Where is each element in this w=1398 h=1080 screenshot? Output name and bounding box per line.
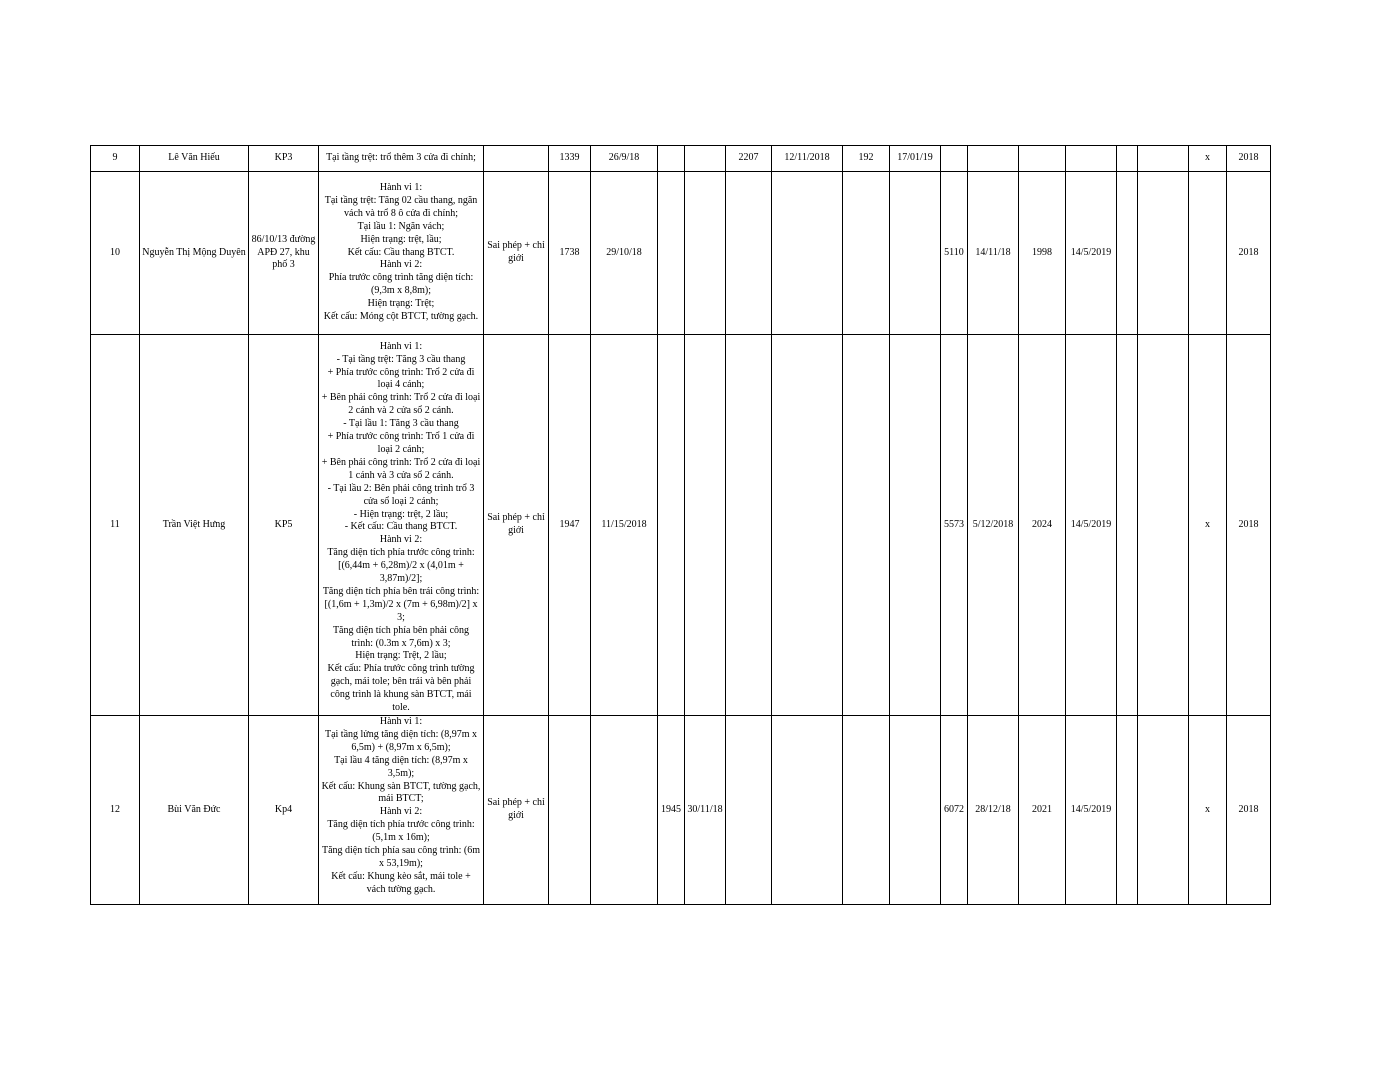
violation-type-cell (484, 146, 549, 172)
penalty-date-cell: 14/11/18 (968, 172, 1019, 335)
address-cell: KP3 (249, 146, 319, 172)
remedy-number-cell: 1998 (1019, 172, 1066, 335)
decision-date-cell (772, 172, 843, 335)
owner-name-cell: Nguyễn Thị Mộng Duyên (140, 172, 249, 335)
second-record-number-cell (658, 172, 685, 335)
penalty-date-cell: 5/12/2018 (968, 335, 1019, 716)
narrow-blank-cell (1117, 716, 1138, 905)
violation-type-cell: Sai phép + chỉ giới (484, 172, 549, 335)
decision-date-cell (772, 716, 843, 905)
year-cell: 2018 (1227, 716, 1271, 905)
record-number-cell: 1339 (549, 146, 591, 172)
penalty-date-cell (968, 146, 1019, 172)
decision-date-cell: 12/11/2018 (772, 146, 843, 172)
address-cell: Kp4 (249, 716, 319, 905)
row-number-cell: 12 (91, 716, 140, 905)
narrow-blank-cell (1117, 335, 1138, 716)
record-number-cell: 1738 (549, 172, 591, 335)
enforcement-date-cell (890, 716, 941, 905)
year-cell: 2018 (1227, 146, 1271, 172)
violation-type-cell: Sai phép + chỉ giới (484, 716, 549, 905)
enforcement-date-cell (890, 172, 941, 335)
enforcement-date-cell: 17/01/19 (890, 146, 941, 172)
narrow-blank-cell (1117, 172, 1138, 335)
remedy-number-cell: 2024 (1019, 335, 1066, 716)
owner-name-cell: Lê Văn Hiếu (140, 146, 249, 172)
violation-description-cell: Hành vi 1: Tại tầng lửng tăng diện tích: (8,97m x 6,5m) + (8,97m x 6,5m); Tại lầu 4 tăng diện tích: (8,97m x 3,5m); Kết cấu: Khung sàn BTCT, tường gạch, mái BTCT; Hành vi 2: Tăng diện tích phía trước công trình: (5,1m x 16m); Tăng diện tích phía sau công trình: (6m x 53,19m); Kết cấu: Khung kèo sắt, mái tole + vách tường gạch. (319, 716, 484, 905)
second-record-number-cell (658, 146, 685, 172)
table-row (91, 172, 1271, 335)
second-record-date-cell: 30/11/18 (685, 716, 726, 905)
enforcement-number-cell (843, 335, 890, 716)
penalty-number-cell: 6072 (941, 716, 968, 905)
remedy-number-cell: 2021 (1019, 716, 1066, 905)
remedy-date-cell: 14/5/2019 (1066, 172, 1117, 335)
row-number-cell: 9 (91, 146, 140, 172)
penalty-number-cell: 5573 (941, 335, 968, 716)
record-number-cell: 1947 (549, 335, 591, 716)
table-row (91, 335, 1271, 716)
table-row (91, 146, 1271, 172)
violation-type-cell: Sai phép + chỉ giới (484, 335, 549, 716)
blank-cell (1138, 146, 1189, 172)
penalty-date-cell: 28/12/18 (968, 716, 1019, 905)
owner-name-cell: Trần Việt Hưng (140, 335, 249, 716)
owner-name-cell: Bùi Văn Đức (140, 716, 249, 905)
second-record-date-cell (685, 172, 726, 335)
violation-description-cell: Tại tầng trệt: trổ thêm 3 cửa đi chính; (319, 146, 484, 172)
enforcement-number-cell (843, 716, 890, 905)
record-date-cell (591, 716, 658, 905)
blank-cell (1138, 716, 1189, 905)
remedy-number-cell (1019, 146, 1066, 172)
status-mark-cell: x (1189, 716, 1227, 905)
record-number-cell (549, 716, 591, 905)
address-cell: 86/10/13 đường APĐ 27, khu phố 3 (249, 172, 319, 335)
enforcement-number-cell: 192 (843, 146, 890, 172)
second-record-date-cell (685, 335, 726, 716)
narrow-blank-cell (1117, 146, 1138, 172)
year-cell: 2018 (1227, 335, 1271, 716)
second-record-number-cell: 1945 (658, 716, 685, 905)
decision-number-cell (726, 172, 772, 335)
year-cell: 2018 (1227, 172, 1271, 335)
status-mark-cell (1189, 172, 1227, 335)
violation-description-cell: Hành vi 1: - Tại tầng trệt: Tăng 3 cầu thang + Phía trước công trình: Trổ 2 cửa đi loại 4 cánh; + Bên phải công trình: Trổ 2 cửa đi loại 2 cánh và 2 cửa sổ 2 cánh. - Tại lầu 1: Tăng 3 cầu thang + Phía trước công trình: Trổ 1 cửa đi loại 2 cánh; + Bên phải công trình: Trổ 2 cửa đi loại 1 cánh và 3 cửa sổ 2 cánh. - Tại lầu 2: Bên phải công trình trổ 3 cửa sổ loại 2 cánh; - Hiện trạng: trệt, 2 lầu; - Kết cấu: Cầu thang BTCT. Hành vi 2: Tăng diện tích phía trước công trình: [(6,44m + 6,28m)/2 x (4,01m + 3,87m)/2]; Tăng diện tích phía bên trái công trình: [(1,6m + 1,3m)/2 x (7m + 6,98m)/2] x 3; Tăng diện tích phía bên phải công trình: (0.3m x 7,6m) x 3; Hiện trạng: Trệt, 2 lầu; Kết cấu: Phía trước công trình tường gạch, mái tole; bên trái và bên phải công trình là khung sàn BTCT, mái tole. (319, 335, 484, 716)
row-number-cell: 11 (91, 335, 140, 716)
decision-number-cell (726, 716, 772, 905)
remedy-date-cell (1066, 146, 1117, 172)
decision-number-cell: 2207 (726, 146, 772, 172)
record-date-cell: 29/10/18 (591, 172, 658, 335)
decision-number-cell (726, 335, 772, 716)
status-mark-cell: x (1189, 335, 1227, 716)
record-date-cell: 11/15/2018 (591, 335, 658, 716)
enforcement-number-cell (843, 172, 890, 335)
violation-description-cell: Hành vi 1: Tại tầng trệt: Tăng 02 cầu thang, ngăn vách và trổ 8 ô cửa đi chính; Tại lầu 1: Ngăn vách; Hiện trạng: trệt, lầu; Kết cấu: Cầu thang BTCT. Hành vi 2: Phía trước công trình tăng diện tích: (9,3m x 8,8m); Hiện trạng: Trệt; Kết cấu: Móng cột BTCT, tường gạch. (319, 172, 484, 335)
penalty-number-cell (941, 146, 968, 172)
blank-cell (1138, 172, 1189, 335)
remedy-date-cell: 14/5/2019 (1066, 335, 1117, 716)
status-mark-cell: x (1189, 146, 1227, 172)
enforcement-date-cell (890, 335, 941, 716)
second-record-date-cell (685, 146, 726, 172)
row-number-cell: 10 (91, 172, 140, 335)
penalty-number-cell: 5110 (941, 172, 968, 335)
address-cell: KP5 (249, 335, 319, 716)
violation-ledger-table (90, 145, 1271, 905)
remedy-date-cell: 14/5/2019 (1066, 716, 1117, 905)
second-record-number-cell (658, 335, 685, 716)
record-date-cell: 26/9/18 (591, 146, 658, 172)
table-row (91, 716, 1271, 905)
blank-cell (1138, 335, 1189, 716)
decision-date-cell (772, 335, 843, 716)
